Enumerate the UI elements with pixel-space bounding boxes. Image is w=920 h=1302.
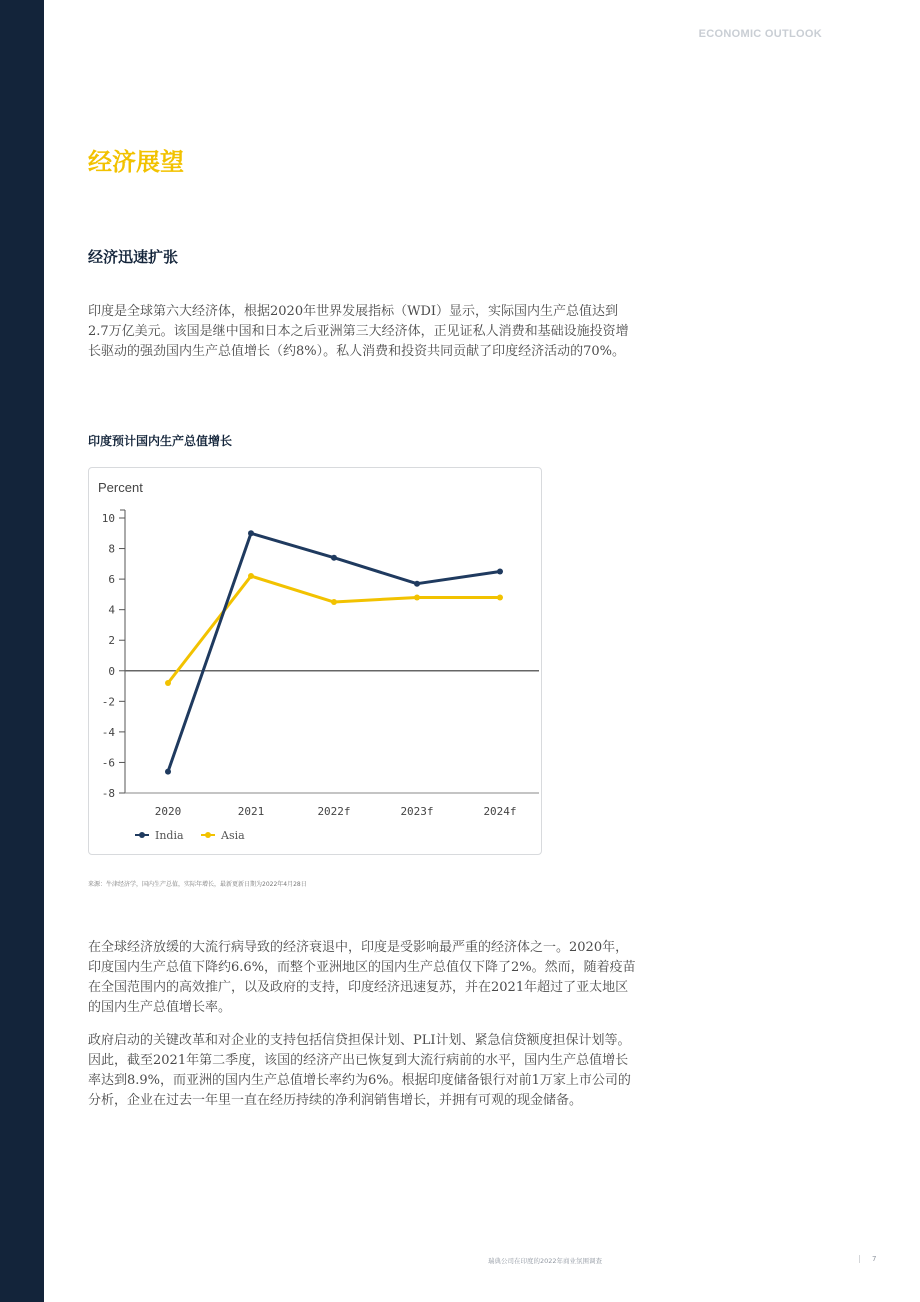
- x-tick-label: 2024f: [483, 805, 517, 818]
- x-tick-label: 2023f: [400, 805, 434, 818]
- legend-marker-asia: [205, 832, 211, 838]
- footer-report-title: 瑞典公司在印度的2022年商业氛围调查: [488, 1257, 603, 1265]
- page-number: 7: [872, 1255, 877, 1263]
- y-tick-label: -4: [101, 725, 115, 739]
- y-axis-label: Percent: [98, 480, 143, 495]
- y-tick-label: 4: [108, 603, 115, 617]
- gdp-growth-chart: [88, 467, 542, 855]
- data-point-asia: [248, 573, 254, 579]
- data-point-india: [165, 769, 171, 775]
- data-point-india: [331, 555, 337, 561]
- running-head: ECONOMIC OUTLOOK: [698, 28, 822, 40]
- left-sidebar-band: [0, 0, 44, 1302]
- series-line-india: [168, 533, 500, 771]
- source-note: 来源：牛津经济学，国内生产总值，实际年增长，最新更新日期为2022年4月28日: [88, 881, 307, 888]
- y-tick-label: 2: [108, 634, 115, 648]
- chart-svg: [89, 468, 541, 854]
- y-tick-label: 0: [108, 664, 115, 678]
- data-point-india: [414, 581, 420, 587]
- data-point-india: [248, 530, 254, 536]
- y-tick-label: -8: [101, 787, 115, 800]
- y-tick-label: -6: [101, 756, 115, 770]
- page-title: 经济展望: [88, 148, 184, 176]
- reforms-paragraph: 政府启动的关键改革和对企业的支持包括信贷担保计划、PLI计划、紧急信贷额度担保计划等。因此，截至2021年第二季度，该国的经济产出已恢复到大流行病前的水平，国内生产总值增长率达到8.9%，而亚洲的国内生产总值增长率约为6%。根据印度储备银行对前1万家上市公司的分析，企业在过去一年里一直在经历持续的净利润销售增长，并拥有可观的现金储备。: [88, 1033, 631, 1108]
- intro-paragraph: 印度是全球第六大经济体，根据2020年世界发展指标（WDI）显示，实际国内生产总值达到2.7万亿美元。该国是继中国和日本之后亚洲第三大经济体，正见证私人消费和基础设施投资增长驱动的强劲国内生产总值增长（约8%）。私人消费和投资共同贡献了印度经济活动的70%。: [88, 304, 629, 359]
- data-point-asia: [331, 599, 337, 605]
- y-tick-label: 10: [101, 512, 115, 525]
- section-heading: 经济迅速扩张: [88, 248, 179, 266]
- x-tick-label: 2022f: [317, 805, 351, 818]
- chart-caption: 印度预计国内生产总值增长: [88, 434, 233, 448]
- x-tick-label: 2021: [237, 805, 265, 818]
- data-point-india: [497, 568, 503, 574]
- data-point-asia: [414, 594, 420, 600]
- y-tick-label: -2: [101, 695, 115, 709]
- legend-label-india: India: [155, 829, 184, 842]
- recession-paragraph: 在全球经济放缓的大流行病导致的经济衰退中，印度是受影响最严重的经济体之一。2020年，印度国内生产总值下降约6.6%，而整个亚洲地区的国内生产总值仅下降了2%。然而，随着疫苗在全国范围内的高效推广，以及政府的支持，印度经济迅速复苏，并在2021年超过了亚太地区的国内生产总值增长率。: [88, 940, 636, 1015]
- legend-label-asia: Asia: [221, 829, 245, 842]
- x-tick-label: 2020: [154, 805, 182, 818]
- legend-marker-india: [139, 832, 145, 838]
- y-tick-label: 6: [108, 573, 115, 587]
- y-tick-label: 8: [108, 542, 115, 556]
- footer-separator: |: [858, 1254, 861, 1263]
- data-point-asia: [165, 680, 171, 686]
- data-point-asia: [497, 594, 503, 600]
